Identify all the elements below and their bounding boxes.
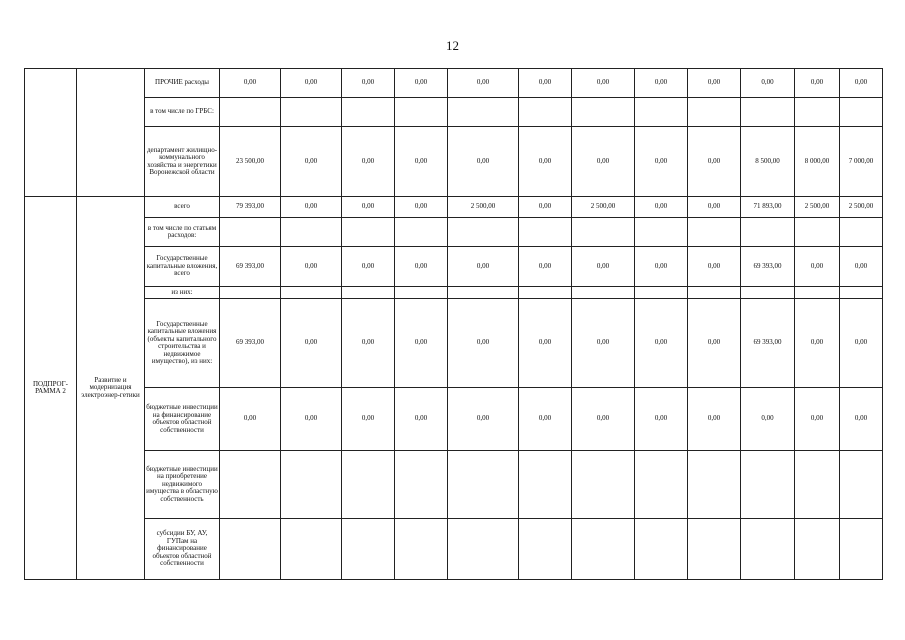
value-cell: 0,00	[342, 247, 395, 287]
value-cell: 0,00	[519, 69, 572, 98]
value-cell: 0,00	[220, 69, 281, 98]
value-cell	[342, 287, 395, 299]
value-cell: 0,00	[572, 299, 635, 388]
value-cell	[572, 287, 635, 299]
value-cell	[840, 98, 883, 127]
value-cell: 0,00	[688, 69, 741, 98]
value-cell: 8 000,00	[795, 127, 840, 197]
row-label: Государственные капитальные вложения, всего	[145, 247, 220, 287]
value-cell	[342, 98, 395, 127]
value-cell: 0,00	[688, 299, 741, 388]
value-cell	[395, 519, 448, 580]
table-row	[25, 299, 883, 388]
row-label: департамент жилищно-коммунального хозяйства и энергетики Воронежской области	[145, 127, 220, 197]
value-cell: 0,00	[795, 247, 840, 287]
value-cell	[519, 218, 572, 247]
row-label: всего	[145, 197, 220, 218]
value-cell: 0,00	[795, 69, 840, 98]
value-cell: 0,00	[572, 388, 635, 451]
value-cell: 0,00	[395, 247, 448, 287]
value-cell: 69 393,00	[741, 299, 795, 388]
table-row	[25, 287, 883, 299]
value-cell: 2 500,00	[840, 197, 883, 218]
value-cell: 71 893,00	[741, 197, 795, 218]
row-label: субсидии БУ, АУ, ГУПам на финансирование объектов областной собственности	[145, 519, 220, 580]
value-cell	[741, 287, 795, 299]
table-row	[25, 98, 883, 127]
value-cell	[220, 519, 281, 580]
table-row	[25, 388, 883, 451]
value-cell	[220, 218, 281, 247]
row-label: в том числе по ГРБС:	[145, 98, 220, 127]
value-cell	[572, 451, 635, 519]
value-cell	[635, 218, 688, 247]
value-cell: 0,00	[281, 299, 342, 388]
value-cell	[395, 451, 448, 519]
value-cell	[635, 451, 688, 519]
value-cell: 0,00	[281, 197, 342, 218]
value-cell: 0,00	[795, 299, 840, 388]
value-cell	[795, 519, 840, 580]
value-cell	[688, 98, 741, 127]
value-cell	[688, 287, 741, 299]
value-cell	[342, 218, 395, 247]
value-cell: 0,00	[395, 388, 448, 451]
value-cell	[281, 218, 342, 247]
value-cell: 69 393,00	[220, 247, 281, 287]
value-cell	[448, 218, 519, 247]
value-cell: 0,00	[635, 247, 688, 287]
value-cell: 0,00	[635, 197, 688, 218]
value-cell: 0,00	[395, 69, 448, 98]
value-cell: 0,00	[342, 197, 395, 218]
value-cell: 0,00	[519, 299, 572, 388]
value-cell	[519, 451, 572, 519]
value-cell: 0,00	[448, 127, 519, 197]
value-cell: 0,00	[840, 299, 883, 388]
value-cell	[688, 519, 741, 580]
value-cell: 7 000,00	[840, 127, 883, 197]
program-name-cell-empty	[77, 69, 145, 197]
value-cell: 0,00	[395, 299, 448, 388]
value-cell	[741, 451, 795, 519]
table-row	[25, 247, 883, 287]
budget-table	[24, 68, 883, 580]
value-cell	[448, 519, 519, 580]
value-cell	[519, 98, 572, 127]
value-cell: 0,00	[688, 388, 741, 451]
value-cell: 0,00	[395, 197, 448, 218]
value-cell: 0,00	[635, 299, 688, 388]
value-cell: 0,00	[448, 247, 519, 287]
value-cell: 69 393,00	[741, 247, 795, 287]
value-cell: 0,00	[220, 388, 281, 451]
value-cell	[342, 519, 395, 580]
page-number: 12	[446, 38, 459, 53]
value-cell	[572, 218, 635, 247]
value-cell	[635, 519, 688, 580]
value-cell	[795, 98, 840, 127]
value-cell: 0,00	[741, 69, 795, 98]
value-cell	[342, 451, 395, 519]
value-cell: 0,00	[519, 197, 572, 218]
value-cell: 0,00	[281, 127, 342, 197]
table-row	[25, 127, 883, 197]
value-cell: 0,00	[635, 127, 688, 197]
value-cell: 0,00	[840, 388, 883, 451]
value-cell: 0,00	[519, 388, 572, 451]
value-cell	[795, 451, 840, 519]
row-label: ПРОЧИЕ расходы	[145, 69, 220, 98]
value-cell	[635, 98, 688, 127]
value-cell: 0,00	[688, 197, 741, 218]
value-cell: 2 500,00	[448, 197, 519, 218]
table-row	[25, 69, 883, 98]
value-cell: 0,00	[342, 69, 395, 98]
value-cell	[220, 287, 281, 299]
value-cell	[635, 287, 688, 299]
value-cell: 0,00	[741, 388, 795, 451]
value-cell: 0,00	[635, 69, 688, 98]
value-cell	[840, 287, 883, 299]
value-cell: 0,00	[281, 247, 342, 287]
value-cell: 0,00	[448, 299, 519, 388]
value-cell	[741, 98, 795, 127]
value-cell: 2 500,00	[795, 197, 840, 218]
value-cell	[741, 218, 795, 247]
value-cell	[572, 519, 635, 580]
value-cell	[795, 287, 840, 299]
value-cell	[395, 287, 448, 299]
row-label: в том числе по статьям расходов:	[145, 218, 220, 247]
value-cell: 0,00	[342, 299, 395, 388]
value-cell: 0,00	[572, 127, 635, 197]
value-cell	[519, 519, 572, 580]
value-cell: 0,00	[342, 127, 395, 197]
table-row	[25, 218, 883, 247]
value-cell: 0,00	[395, 127, 448, 197]
value-cell	[395, 218, 448, 247]
value-cell: 8 500,00	[741, 127, 795, 197]
value-cell: 0,00	[519, 127, 572, 197]
value-cell	[395, 98, 448, 127]
value-cell: 23 500,00	[220, 127, 281, 197]
table-row	[25, 197, 883, 218]
value-cell	[840, 218, 883, 247]
value-cell	[281, 451, 342, 519]
value-cell	[688, 218, 741, 247]
value-cell: 0,00	[840, 247, 883, 287]
table-row	[25, 519, 883, 580]
value-cell: 0,00	[281, 69, 342, 98]
program-code-cell-empty	[25, 69, 77, 197]
value-cell	[795, 218, 840, 247]
row-label: Государственные капитальные вложения (объекты капитального строительства и недвижимое имущество), из них:	[145, 299, 220, 388]
value-cell: 0,00	[840, 69, 883, 98]
value-cell: 69 393,00	[220, 299, 281, 388]
value-cell	[220, 451, 281, 519]
row-label: бюджетные инвестиции на финансирование объектов областной собственности	[145, 388, 220, 451]
program-code-cell: ПОДПРОГ-РАММА 2	[25, 197, 77, 580]
value-cell: 0,00	[572, 69, 635, 98]
value-cell: 0,00	[448, 388, 519, 451]
program-name-cell: Развитие и модернизация электроэнер-гетики	[77, 197, 145, 580]
value-cell: 0,00	[688, 247, 741, 287]
value-cell	[448, 287, 519, 299]
value-cell	[688, 451, 741, 519]
value-cell	[448, 98, 519, 127]
value-cell	[741, 519, 795, 580]
row-label: из них:	[145, 287, 220, 299]
value-cell: 0,00	[448, 69, 519, 98]
value-cell	[220, 98, 281, 127]
value-cell: 0,00	[572, 247, 635, 287]
value-cell: 0,00	[635, 388, 688, 451]
value-cell	[281, 98, 342, 127]
value-cell: 2 500,00	[572, 197, 635, 218]
value-cell	[572, 98, 635, 127]
table-row	[25, 451, 883, 519]
row-label: бюджетные инвестиции на приобретение недвижимого имущества в областную собственность	[145, 451, 220, 519]
value-cell	[519, 287, 572, 299]
value-cell: 0,00	[688, 127, 741, 197]
value-cell	[281, 287, 342, 299]
value-cell	[840, 519, 883, 580]
value-cell: 0,00	[519, 247, 572, 287]
value-cell: 0,00	[281, 388, 342, 451]
value-cell: 0,00	[795, 388, 840, 451]
value-cell: 79 393,00	[220, 197, 281, 218]
value-cell	[281, 519, 342, 580]
value-cell	[840, 451, 883, 519]
value-cell	[448, 451, 519, 519]
value-cell: 0,00	[342, 388, 395, 451]
